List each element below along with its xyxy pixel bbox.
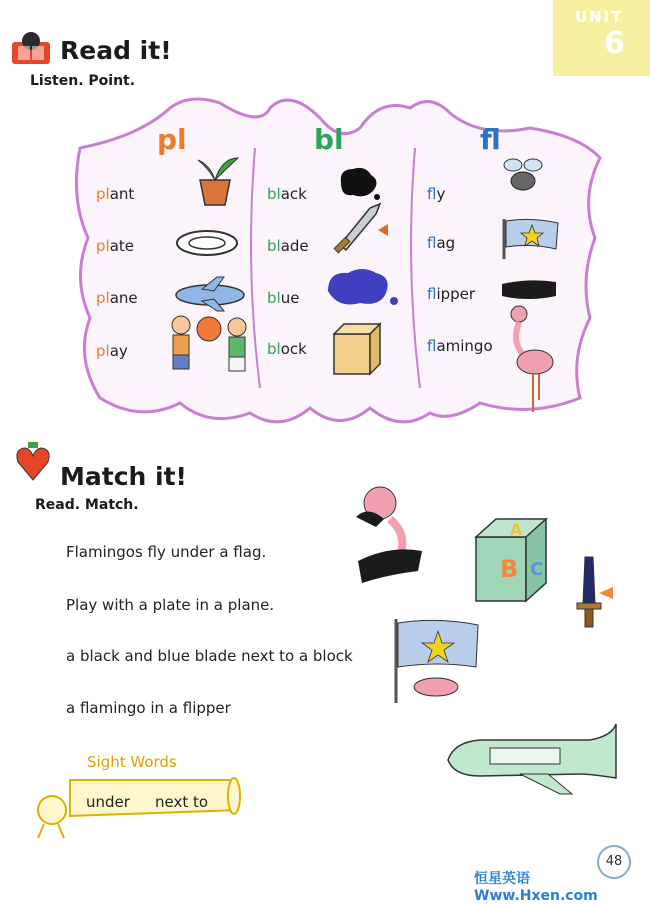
plane-picture (440, 718, 620, 796)
plate-icon (175, 228, 240, 258)
block-icon (330, 322, 382, 378)
read-it-title: Read it! (60, 36, 172, 65)
match-it-title: Match it! (60, 462, 187, 491)
read-it-instructions: Listen. Point. (30, 73, 136, 89)
plane-icon (172, 275, 250, 313)
match-sentence-4: a flamingo in a flipper (66, 699, 231, 717)
unit-number: 6 (604, 26, 625, 61)
svg-text:B: B (500, 555, 519, 583)
word-black: black (267, 185, 307, 203)
kids-playing-icon (165, 313, 253, 378)
flamingos-under-flag-picture (388, 615, 483, 707)
word-flamingo: flamingo (427, 337, 493, 355)
word-block: block (267, 340, 307, 358)
word-plane: plane (96, 289, 138, 307)
word-play: play (96, 342, 128, 360)
heart-mascot-icon (14, 440, 52, 484)
flamingo-icon (505, 300, 557, 418)
match-sentence-2: Play with a plate in a plane. (66, 596, 275, 614)
svg-text:A: A (510, 520, 523, 539)
sight-words-label: Sight Words (87, 753, 177, 771)
brand-watermark: 恒星英语 Www.Hxen.com (474, 871, 598, 904)
blade-icon (330, 200, 392, 255)
word-plant: plant (96, 185, 135, 203)
word-flag: flag (427, 234, 456, 252)
match-sentence-1: Flamingos fly under a flag. (66, 543, 267, 561)
blend-fl: fl (480, 123, 501, 156)
fly-icon (498, 153, 548, 199)
word-flipper: flipper (427, 285, 476, 303)
page-number: 48 (597, 845, 631, 879)
match-sentence-3: a black and blue blade next to a block (66, 647, 353, 665)
reading-kid-icon (10, 30, 52, 66)
unit-label: UNIT (575, 8, 624, 26)
telescope-mascot-icon (30, 770, 242, 842)
word-plate: plate (96, 237, 135, 255)
sight-word-under: under (86, 793, 130, 811)
word-fly: fly (427, 185, 446, 203)
blend-pl: pl (157, 123, 187, 156)
blend-bl: bl (314, 123, 344, 156)
word-blue: blue (267, 289, 300, 307)
abc-block-picture (470, 515, 552, 611)
match-it-instructions: Read. Match. (35, 497, 139, 513)
sight-word-next-to: next to (155, 793, 209, 811)
plant-icon (190, 150, 240, 210)
svg-text:C: C (530, 559, 544, 580)
black-splash-icon (335, 163, 383, 203)
blade-picture (567, 553, 619, 633)
blue-splash-icon (322, 263, 402, 313)
flamingo-flipper-picture (350, 475, 430, 587)
word-blade: blade (267, 237, 309, 255)
flag-icon (500, 215, 562, 261)
